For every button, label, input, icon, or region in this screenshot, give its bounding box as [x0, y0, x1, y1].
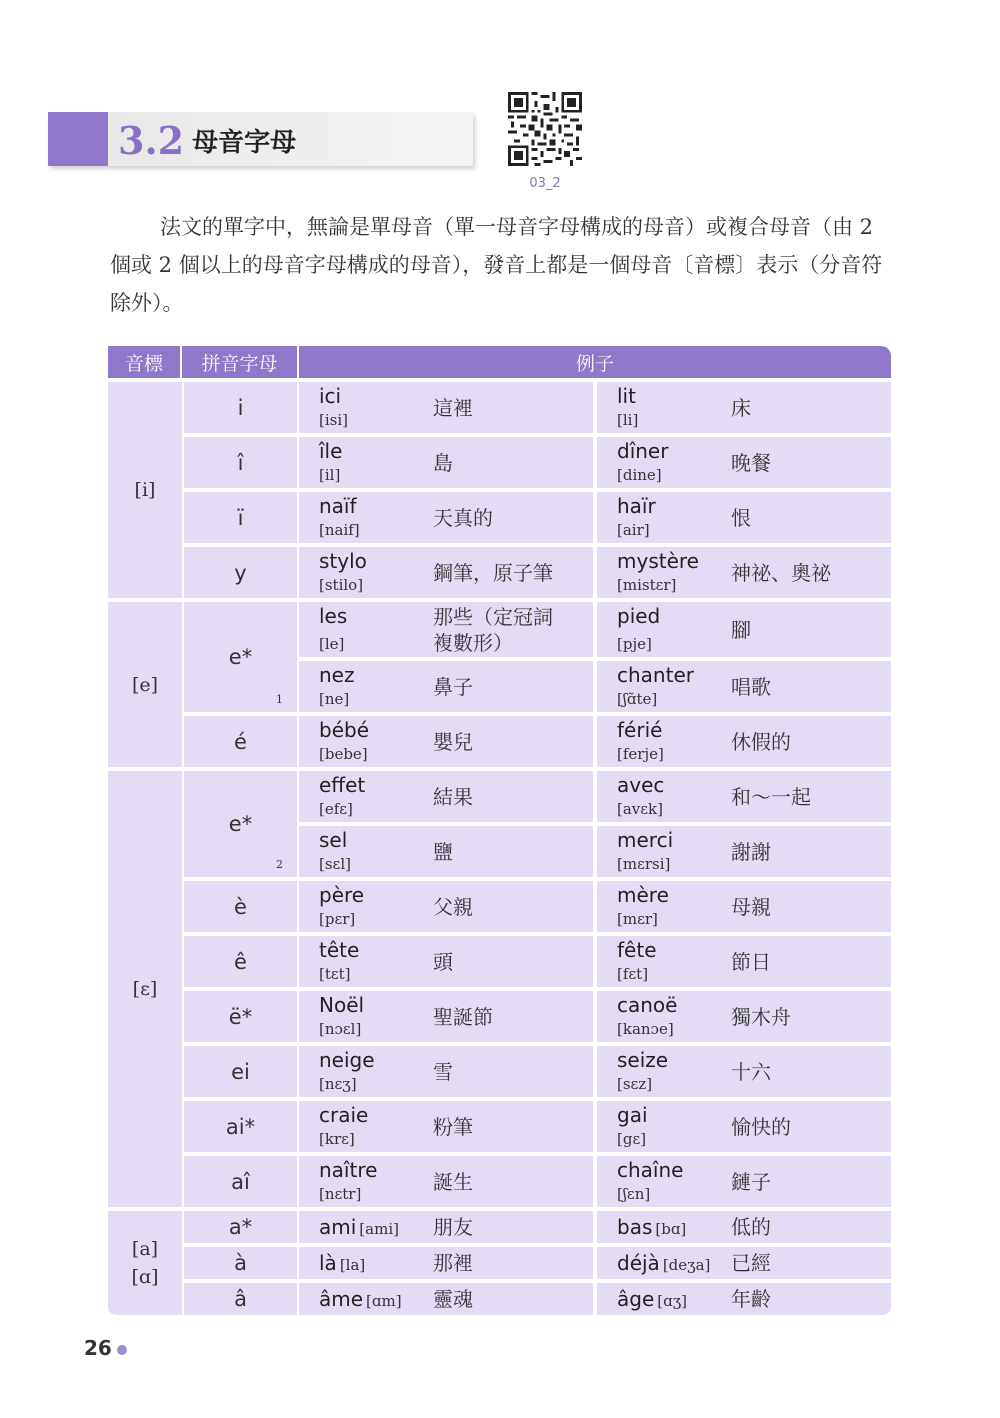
example-ipa: [nɛtr]	[319, 1185, 362, 1203]
intro-paragraph	[110, 208, 890, 322]
example-meaning: 那裡	[433, 1251, 473, 1275]
intro-text: 法文的單字中，無論是單母音（單一母音字母構成的母音）或複合母音（由 2 個或 2 個以上的母音字母構成的母音），發音上都是一個母音〔音標〕表示（分音符除外）。	[110, 215, 883, 315]
example-ipa: [ami]	[359, 1220, 399, 1238]
example-ipa: [krɛ]	[319, 1130, 355, 1148]
example-ipa: [ʃɛn]	[617, 1185, 651, 1203]
example-meaning: 獨木舟	[731, 1005, 791, 1029]
example-cell	[299, 1101, 593, 1152]
example-ipa: [avɛk]	[617, 800, 663, 818]
example-word: chanter	[617, 663, 694, 687]
example-ipa: [nɔɛl]	[319, 1020, 362, 1038]
example-cell	[597, 1283, 891, 1315]
example-cell	[299, 492, 593, 543]
example-ipa: [nɛʒ]	[319, 1075, 357, 1093]
header-examples: 例子	[575, 352, 614, 375]
sound-ipa: [ɛ]	[132, 978, 158, 1000]
example-cell	[299, 602, 593, 657]
example-word: avec	[617, 773, 665, 797]
example-word: âme	[319, 1287, 364, 1311]
example-meaning: 神祕、奧祕	[731, 561, 831, 585]
example-meaning: 和～一起	[731, 785, 811, 809]
sound-cell	[108, 602, 182, 767]
example-cell	[597, 881, 891, 932]
example-ipa: [mɛrsi]	[617, 855, 671, 873]
example-word: lit	[617, 384, 636, 408]
letter-text: à	[234, 1251, 247, 1275]
example-ipa: [naif]	[319, 521, 360, 539]
example-meaning: 嬰兒	[433, 730, 473, 754]
letter-cell	[184, 771, 297, 877]
example-meaning: 誕生	[433, 1170, 473, 1194]
example-meaning: 雪	[433, 1060, 453, 1084]
example-word: pied	[617, 604, 661, 628]
example-meaning: 床	[731, 396, 751, 420]
example-cell	[597, 492, 891, 543]
example-meaning: 鼻子	[433, 675, 473, 699]
example-word: férié	[617, 718, 663, 742]
letter-cell	[184, 991, 297, 1042]
example-ipa: [le]	[319, 635, 345, 653]
letter-cell	[184, 881, 297, 932]
letter-cell	[184, 547, 297, 598]
example-cell	[597, 437, 891, 488]
example-ipa: [efɛ]	[319, 800, 353, 818]
example-cell	[597, 1046, 891, 1097]
letter-cell	[184, 936, 297, 987]
example-meaning: 母親	[731, 895, 771, 919]
example-cell	[597, 716, 891, 767]
example-ipa: [il]	[319, 466, 341, 484]
letter-text: ai*	[225, 1114, 256, 1139]
example-ipa: [pɛr]	[319, 910, 356, 928]
example-cell	[299, 547, 593, 598]
sound-cell	[108, 771, 182, 1207]
example-ipa: [ne]	[319, 690, 350, 708]
example-ipa: [ʃɑ̃te]	[617, 690, 658, 708]
example-word: seize	[617, 1048, 669, 1072]
example-meaning: 謝謝	[731, 840, 771, 864]
section-title-text: 母音字母	[192, 127, 297, 158]
example-meaning: 聖誕節	[433, 1005, 493, 1029]
letter-text: aî	[231, 1169, 250, 1194]
letter-text: ë*	[228, 1004, 253, 1029]
example-meaning: 腳	[731, 618, 751, 642]
example-meaning: 朋友	[433, 1215, 473, 1239]
example-ipa: [la]	[339, 1256, 366, 1274]
header-letter: 拼音字母	[182, 346, 299, 378]
example-ipa: [mɛr]	[617, 910, 658, 928]
example-cell	[299, 382, 593, 433]
example-cell	[597, 1101, 891, 1152]
example-meaning: 天真的	[433, 506, 493, 530]
qr-label: 03_2	[529, 176, 561, 191]
letter-cell	[184, 492, 297, 543]
example-cell	[299, 716, 593, 767]
example-word: naître	[319, 1158, 378, 1182]
example-ipa: [sɛl]	[319, 855, 351, 873]
letter-cell	[184, 1211, 297, 1243]
example-word: âge	[617, 1287, 655, 1311]
example-word: naïf	[319, 494, 357, 518]
example-meaning: 父親	[433, 895, 473, 919]
example-ipa: [stilo]	[319, 576, 364, 594]
table-body	[108, 382, 891, 1311]
sound-cell	[108, 382, 182, 598]
example-word: les	[319, 604, 348, 628]
example-word: ami	[319, 1215, 357, 1239]
letter-cell	[184, 1247, 297, 1279]
example-ipa: [ferje]	[617, 745, 664, 763]
example-cell	[597, 936, 891, 987]
example-word: ici	[319, 384, 342, 408]
example-cell	[597, 771, 891, 822]
letter-cell	[184, 1156, 297, 1207]
example-meaning: 頭	[433, 950, 453, 974]
example-ipa: [dine]	[617, 466, 662, 484]
example-cell	[299, 991, 593, 1042]
example-ipa: [mistɛr]	[617, 576, 677, 594]
letter-cell	[184, 602, 297, 712]
example-ipa: [pje]	[617, 635, 652, 653]
example-word: neige	[319, 1048, 375, 1072]
example-word: mystère	[617, 549, 699, 573]
example-meaning: 愉快的	[731, 1115, 791, 1139]
example-word: dîner	[617, 439, 669, 463]
letter-text: y	[234, 560, 247, 585]
example-word: bas	[617, 1215, 653, 1239]
example-meaning: 十六	[731, 1060, 771, 1084]
example-word: haïr	[617, 494, 656, 518]
letter-text: e*	[228, 812, 253, 836]
example-word: bébé	[319, 718, 369, 742]
sound-ipa: [a] [ɑ]	[131, 1238, 159, 1288]
example-cell	[299, 936, 593, 987]
letter-cell	[184, 382, 297, 433]
example-meaning: 已經	[731, 1251, 771, 1275]
example-cell	[597, 382, 891, 433]
letter-cell	[184, 1283, 297, 1315]
example-word: gai	[617, 1103, 648, 1127]
letter-cell	[184, 1101, 297, 1152]
letter-text: ï	[237, 505, 244, 530]
example-word: père	[319, 883, 365, 907]
letter-subscript: 2	[276, 858, 283, 871]
example-ipa: [fɛt]	[617, 965, 649, 983]
page-dot-icon	[117, 1345, 127, 1355]
example-word: canoë	[617, 993, 678, 1017]
example-ipa: [ɑʒ]	[657, 1292, 688, 1310]
example-ipa: [isi]	[319, 411, 348, 429]
example-cell	[299, 437, 593, 488]
example-meaning: 晚餐	[731, 451, 771, 475]
example-ipa: [bebe]	[319, 745, 368, 763]
section-header-accent	[48, 112, 108, 166]
letter-text: è	[234, 894, 247, 919]
example-cell	[299, 661, 593, 712]
table-header	[108, 346, 891, 378]
example-meaning: 低的	[731, 1215, 771, 1239]
letter-text: ê	[234, 949, 247, 974]
example-meaning: 粉筆	[433, 1115, 473, 1139]
section-title	[118, 116, 296, 164]
example-meaning: 靈魂	[433, 1287, 473, 1311]
example-word: chaîne	[617, 1158, 684, 1182]
example-cell	[597, 1211, 891, 1243]
example-ipa: [tɛt]	[319, 965, 351, 983]
letter-text: a*	[228, 1215, 253, 1239]
letter-text: î	[237, 450, 244, 475]
example-ipa: [deʒa]	[662, 1256, 711, 1274]
example-cell	[597, 991, 891, 1042]
example-cell	[299, 1211, 593, 1243]
example-meaning: 島	[433, 451, 453, 475]
vowel-table	[108, 346, 891, 1311]
example-ipa: [ɑm]	[366, 1292, 402, 1310]
example-word: nez	[319, 663, 355, 687]
example-word: fête	[617, 938, 657, 962]
example-word: stylo	[319, 549, 367, 573]
example-word: effet	[319, 773, 366, 797]
example-ipa: [air]	[617, 521, 650, 539]
example-word: sel	[319, 828, 348, 852]
example-cell	[299, 1247, 593, 1279]
example-meaning: 結果	[433, 785, 473, 809]
example-meaning: 恨	[731, 506, 751, 530]
letter-text: é	[234, 729, 247, 754]
example-meaning: 鋼筆，原子筆	[433, 561, 553, 585]
example-cell	[299, 1156, 593, 1207]
letter-cell	[184, 437, 297, 488]
example-word-line	[617, 1251, 710, 1275]
example-meaning: 那些（定冠詞 複數形）	[433, 605, 553, 655]
example-meaning: 節日	[731, 950, 771, 974]
example-ipa: [gɛ]	[617, 1130, 647, 1148]
example-word: merci	[617, 828, 674, 852]
example-cell	[597, 1156, 891, 1207]
example-cell	[299, 826, 593, 877]
sound-ipa: [i]	[134, 479, 156, 501]
page-number: 26	[84, 1336, 112, 1360]
letter-text: ei	[231, 1059, 250, 1084]
example-cell	[597, 547, 891, 598]
example-meaning: 這裡	[433, 396, 473, 420]
example-word-line	[319, 1251, 365, 1275]
example-meaning: 鹽	[433, 840, 453, 864]
example-word-line	[617, 1215, 686, 1239]
header-ipa: 音標	[108, 346, 182, 378]
qr-code-icon[interactable]	[508, 92, 582, 166]
example-word: mère	[617, 883, 669, 907]
example-cell	[299, 881, 593, 932]
letter-cell	[184, 1046, 297, 1097]
example-word: île	[319, 439, 343, 463]
example-word: déjà	[617, 1251, 660, 1275]
example-cell	[597, 826, 891, 877]
example-ipa: [sɛz]	[617, 1075, 653, 1093]
example-cell	[299, 1283, 593, 1315]
example-ipa: [bɑ]	[655, 1220, 687, 1238]
section-number: 3.2	[118, 117, 185, 163]
letter-text: â	[234, 1287, 247, 1311]
example-ipa: [li]	[617, 411, 639, 429]
example-meaning: 鏈子	[731, 1170, 771, 1194]
example-word-line	[617, 1287, 687, 1311]
example-cell	[299, 1046, 593, 1097]
example-word: tête	[319, 938, 360, 962]
example-word: Noël	[319, 993, 365, 1017]
example-meaning: 唱歌	[731, 675, 771, 699]
letter-subscript: 1	[276, 693, 283, 706]
example-word: là	[319, 1251, 337, 1275]
example-meaning: 年齡	[731, 1287, 771, 1311]
letter-text: i	[237, 395, 244, 420]
example-cell	[597, 661, 891, 712]
sound-ipa: [e]	[131, 673, 159, 696]
letter-text: e*	[228, 645, 253, 669]
sound-cell	[108, 1211, 182, 1315]
example-word-line	[319, 1287, 402, 1311]
example-cell	[597, 1247, 891, 1279]
example-ipa: [kanɔe]	[617, 1020, 674, 1038]
example-word: craie	[319, 1103, 369, 1127]
example-meaning: 休假的	[731, 730, 791, 754]
example-cell	[299, 771, 593, 822]
example-cell	[597, 602, 891, 657]
example-word-line	[319, 1215, 399, 1239]
letter-cell	[184, 716, 297, 767]
